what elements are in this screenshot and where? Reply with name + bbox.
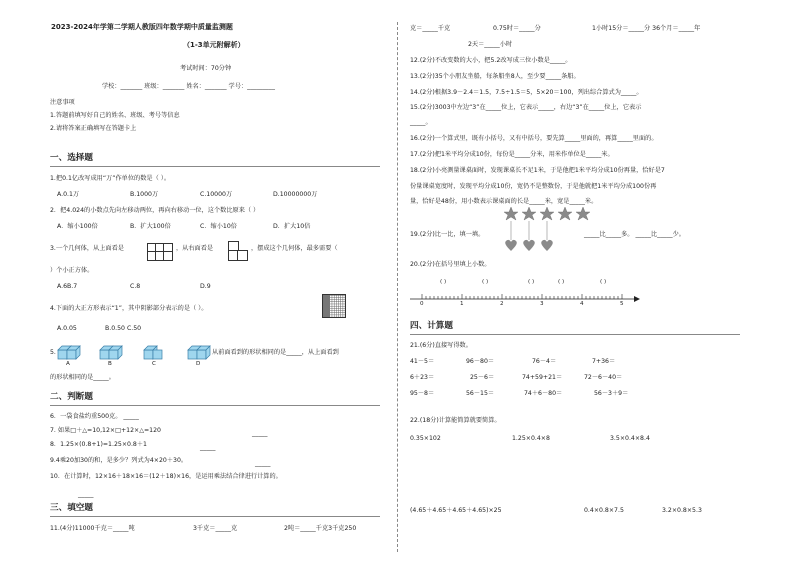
- judge-10-blank: _____: [78, 491, 94, 498]
- simplify-item: (4.65＋4.65＋4.65＋4.65)×25: [410, 507, 502, 514]
- question-18-cont2: 量，恰好是48份，用小数表示课桌面的长是_____米，宽是_____米。: [410, 198, 598, 205]
- answer-paren-3[interactable]: ( ): [528, 279, 535, 285]
- cube-label-b: B: [108, 361, 112, 367]
- simplify-item: 0.4×0.8×7.5: [584, 507, 624, 514]
- section-fill: 三、填空题: [50, 503, 93, 513]
- section-underline: [410, 334, 740, 335]
- calc-item: 25－6＝: [470, 374, 495, 381]
- exam-title: 2023-2024年学第二学期人教版四年数学期中质量监测题: [51, 23, 233, 31]
- fill-11-e: 0.75时＝_____分: [493, 25, 541, 32]
- calc-item: 74+59+21＝: [522, 374, 563, 381]
- tick-label-1: 1: [460, 301, 464, 307]
- q4-option-bc: B.0.50 C.50: [105, 325, 142, 332]
- calc-item: 6＋23＝: [410, 374, 435, 381]
- question-5-text-a: 从前面看到的形状相同的是_____，从上面看到: [212, 349, 339, 356]
- question-19: 19.(2分)比一比，填一填。: [410, 231, 485, 238]
- calc-item: 7+36＝: [592, 358, 616, 365]
- fill-11-d: 克＝_____千克: [410, 25, 451, 32]
- section-underline: [50, 405, 380, 406]
- student-info-line: 学校：_______ 班级：_______ 姓名：_______ 学号：_________: [102, 83, 275, 90]
- fill-11-b: 3千克＝_____克: [193, 525, 238, 532]
- exam-time: 考试时间：70分钟: [180, 65, 232, 72]
- question-16: 16.(2分)一个算式里，既有小括号，又有中括号，要先算_____里面的，再算_____里面的。: [410, 135, 658, 142]
- tick-label-0: 0: [420, 301, 424, 307]
- calc-item: 41－5＝: [410, 358, 435, 365]
- question-22: 22.(18分)计算能简算就要简算。: [410, 417, 501, 424]
- stars-hearts-figure: [504, 207, 594, 257]
- cube-figures: [56, 342, 211, 370]
- fill-11-g: 2天＝_____小时: [468, 41, 513, 48]
- section-calc: 四、计算题: [410, 321, 453, 331]
- answer-paren-1[interactable]: ( ): [440, 279, 447, 285]
- q3-option-ab: A.6B.7: [57, 283, 78, 290]
- question-18-cont1: 份量课桌宽度时，发现平均分成10份，宽仍不是整数份，于是他就把1米平均分成100份再: [410, 183, 657, 190]
- question-3-part-a: 3.一个几何体，从上面看是: [50, 245, 124, 252]
- fill-11-f: 1小时15分＝_____分 36个月＝_____年: [592, 25, 701, 32]
- q3-option-c: C.8: [130, 283, 141, 290]
- calc-item: 76－4＝: [532, 358, 557, 365]
- question-15: 15.(2分)3003中左边“3”在_____位上，它表示_____，右边“3”在_____位上，它表示: [410, 104, 642, 111]
- fill-11-c: 2吨＝_____千克3千克250: [284, 525, 357, 532]
- calc-item: 74＋6－80＝: [524, 390, 563, 397]
- answer-paren-2[interactable]: ( ): [482, 279, 489, 285]
- q3-option-d: D.9: [200, 283, 211, 290]
- section-judge: 二、判断题: [50, 392, 93, 402]
- answer-paren-5[interactable]: ( ): [600, 279, 607, 285]
- judge-6: 6．一袋食盐约重500克。 _____: [50, 413, 139, 420]
- q4-option-a: A.0.05: [57, 325, 77, 332]
- question-3-part-c: ，摆成这个几何体，最多需要（: [251, 245, 338, 252]
- question-13: 13.(2分)35个小朋友坐船，每条船坐8人，至少要_____条船。: [410, 73, 580, 80]
- q2-option-b: B．扩大100倍: [130, 223, 171, 230]
- simplify-item: 0.35×102: [410, 435, 441, 442]
- question-18: 18.(2分)小亮测量课桌面时，发现课桌长不足1米，于是他把1米平均分成10份再量，恰好是7: [410, 167, 665, 174]
- judge-9-blank: _____: [255, 460, 271, 467]
- question-1: 1.把0.1亿改写成用“万”作单位的数是（ ）。: [50, 175, 171, 182]
- q1-option-d: D.10000000万: [273, 191, 318, 198]
- calc-item: 96－80＝: [466, 358, 495, 365]
- calc-item: 56－15＝: [466, 390, 495, 397]
- tick-label-3: 3: [540, 301, 544, 307]
- q1-option-a: A.0.1万: [57, 191, 80, 198]
- judge-7-blank: _____: [252, 430, 268, 437]
- cube-label-a: A: [66, 361, 70, 367]
- question-14: 14.(2分)根据3.9－2.4＝1.5，7.5÷1.5＝5，5×20＝100，列出综合算式为_____。: [410, 89, 643, 96]
- simplify-item: 1.25×0.4×8: [512, 435, 550, 442]
- q2-option-d: D．扩大10倍: [273, 223, 311, 230]
- question-12: 12.(2分)不改变数的大小，把5.2改写成三位小数是_____。: [410, 57, 572, 64]
- answer-paren-4[interactable]: ( ): [558, 279, 565, 285]
- simplify-item: 3.5×0.4×8.4: [610, 435, 650, 442]
- judge-9: 9.4乘20加30的和，是多少？列式为4×20＋30。: [50, 457, 188, 464]
- note-1: 1.答题前填写好自己的姓名、班级、考号等信息: [50, 112, 180, 119]
- calc-item: 95－8＝: [410, 390, 435, 397]
- calc-item: 72－6－40＝: [584, 374, 623, 381]
- notes-title: 注意事项: [50, 99, 75, 106]
- q1-option-b: B.1000万: [130, 191, 159, 198]
- judge-7: 7. 如果□＋△=10,12×□+12×△=120: [50, 427, 161, 434]
- tick-label-2: 2: [500, 301, 504, 307]
- judge-10: 10．在计算时，12×16＋18×16＝(12＋18)×16，是运用乘法结合律进行计算的。: [50, 473, 282, 480]
- section-choice: 一、选择题: [50, 153, 93, 163]
- question-4: 4.下面的大正方形表示“1”，其中阴影部分表示的是（ ）。: [50, 305, 208, 312]
- q2-option-a: A．缩小100倍: [57, 223, 98, 230]
- question-15-cont: _____。: [410, 119, 432, 126]
- tick-label-4: 4: [580, 301, 584, 307]
- q2-option-c: C．缩小10倍: [200, 223, 237, 230]
- question-17: 17.(2分)把1米平均分成10份，每份是_____分米，用米作单位是_____米。: [410, 151, 614, 158]
- question-19-blanks: _____比_____多。 _____比_____少。: [584, 231, 685, 238]
- calc-item: 56－3＋9＝: [594, 390, 629, 397]
- q1-option-c: C.10000万: [200, 191, 233, 198]
- cube-label-c: C: [152, 361, 156, 367]
- tick-label-5: 5: [620, 301, 624, 307]
- question-21: 21.(6分)直接写得数。: [410, 342, 472, 349]
- hundred-grid-figure: [322, 294, 346, 318]
- question-3-part-d: ）个小正方体。: [50, 267, 94, 274]
- cube-label-d: D: [196, 361, 201, 367]
- section-underline: [50, 166, 380, 167]
- question-2: 2．把4.024的小数点先向左移动两位，再向右移动一位，这个数比原来（ ）: [50, 207, 260, 214]
- question-20: 20.(2分)在括号里填上小数。: [410, 261, 491, 268]
- question-5-number: 5.: [50, 349, 56, 356]
- section-underline: [50, 516, 380, 517]
- question-3-part-b: ，从右面看是: [176, 245, 214, 252]
- simplify-item: 3.2×0.8×5.3: [662, 507, 702, 514]
- judge-8: 8．1.25×(0.8+1)=1.25×0.8＋1: [50, 441, 147, 448]
- judge-8-blank: _____: [200, 444, 216, 451]
- page-divider: [397, 22, 398, 552]
- note-2: 2.请将答案正确填写在答题卡上: [50, 125, 137, 132]
- fill-11-a: 11.(4分)11000千克＝_____吨: [50, 525, 135, 532]
- exam-subtitle: （1-3单元附解析）: [183, 41, 245, 49]
- question-5-text-b: 的形状相同的是_____。: [50, 374, 115, 381]
